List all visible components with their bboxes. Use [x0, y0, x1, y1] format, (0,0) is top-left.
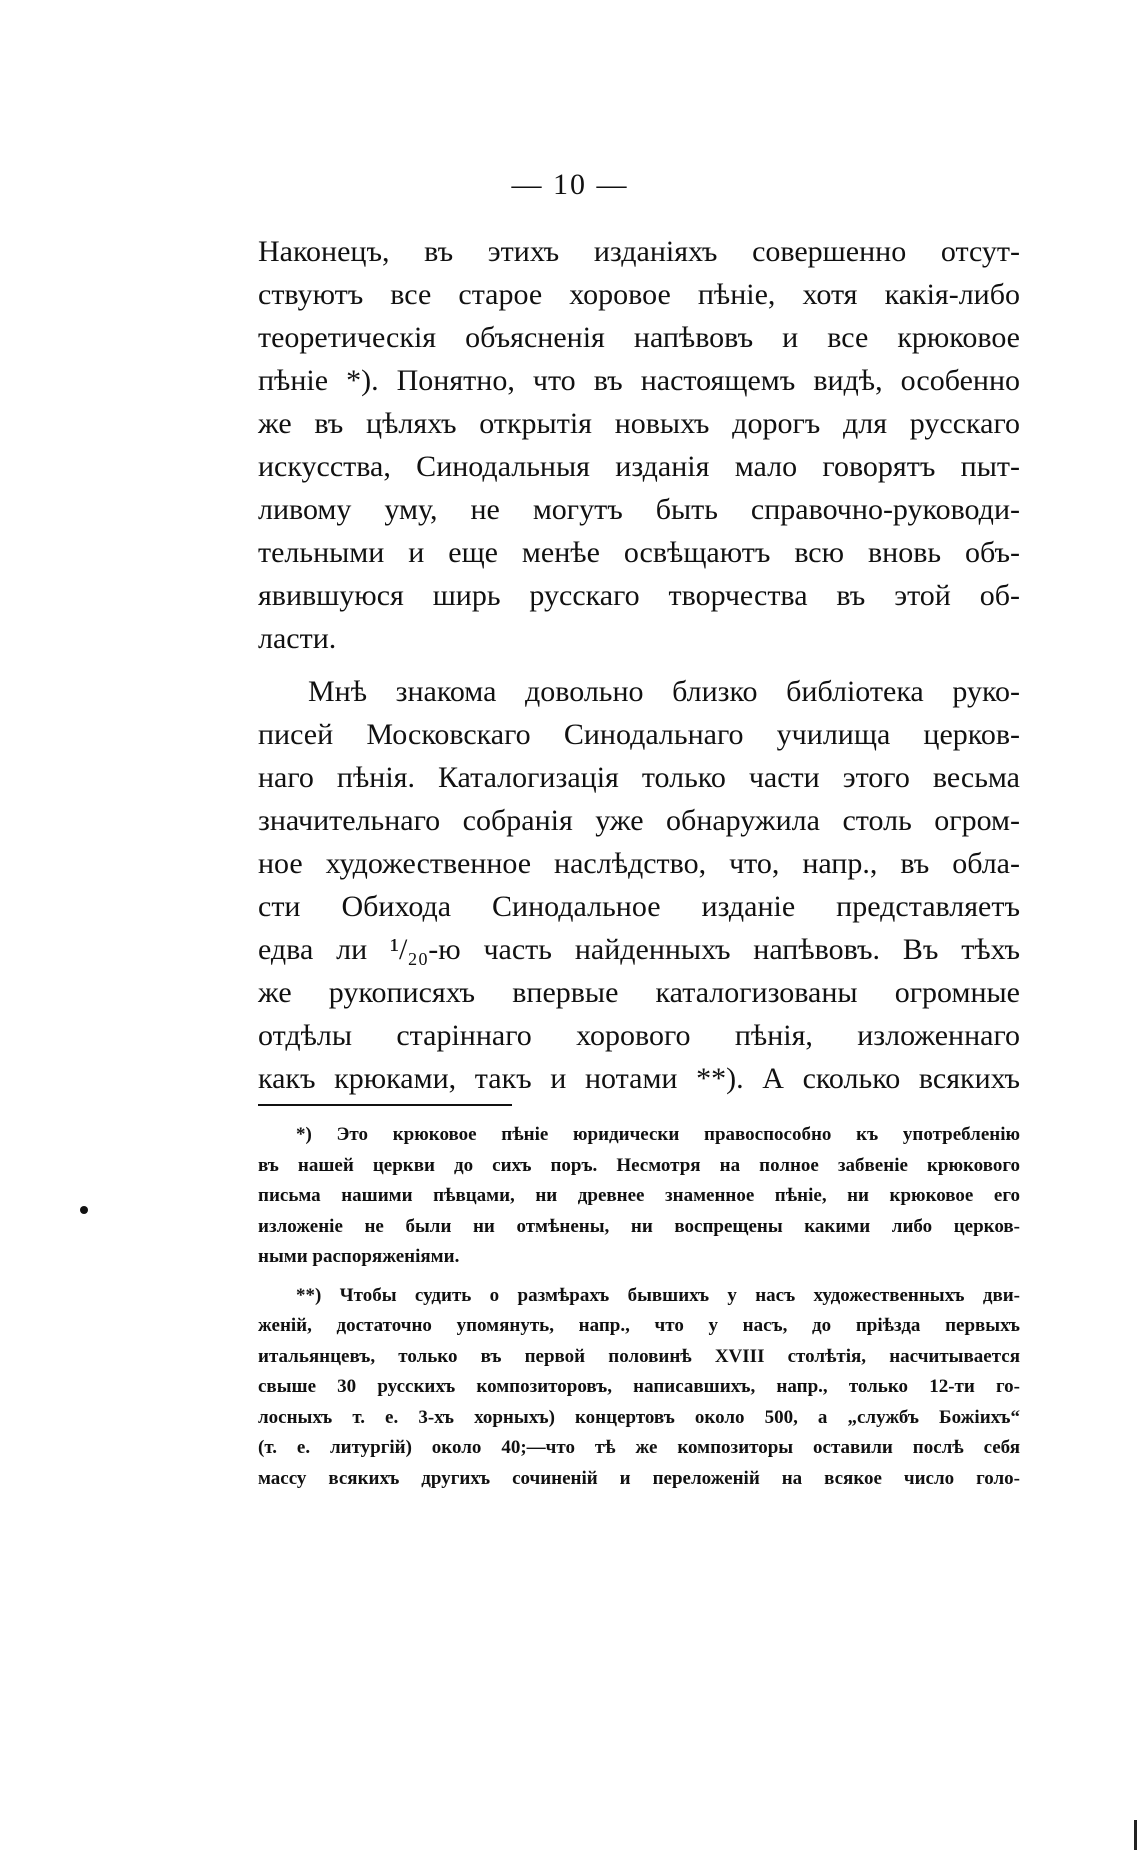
text-line: явившуюся ширь русскаго творчества въ этой об-	[258, 579, 1020, 612]
ink-spot	[80, 1206, 88, 1214]
footnote-line: ными распоряженіями.	[258, 1246, 460, 1267]
text-line: тельными и еще менѣе освѣщаютъ всю вновь объ-	[258, 536, 1020, 569]
text-line: пѣніе *). Понятно, что въ настоящемъ видѣ, особенно	[258, 364, 1020, 397]
footnote-line: письма нашими пѣвцами, ни древнее знаменное пѣніе, ни крюковое его	[258, 1185, 1020, 1206]
text-line: искусства, Синодальныя изданія мало говорятъ пыт-	[258, 450, 1020, 483]
footnote-line: свыше 30 русскихъ композиторовъ, написавшихъ, напр., только 12-ти го-	[258, 1376, 1020, 1397]
footnote-line: **) Чтобы судить о размѣрахъ бывшихъ у насъ художественныхъ дви-	[296, 1284, 1020, 1306]
footnote-line: итальянцевъ, только въ первой половинѣ XVIII столѣтія, насчитывается	[258, 1345, 1020, 1367]
footnote-line: женій, достаточно упомянуть, напр., что у насъ, до пріѣзда первыхъ	[258, 1315, 1020, 1336]
text-line: едва ли ¹/₂₀-ю часть найденныхъ напѣвовъ. Въ тѣхъ	[258, 933, 1020, 966]
footnote-line: изложеніе не были ни отмѣнены, ни воспрещены какими либо церков-	[258, 1215, 1020, 1237]
text-line: ливому уму, не могутъ быть справочно-руководи-	[258, 493, 1020, 526]
text-line: ствуютъ все старое хоровое пѣніе, хотя какія-либо	[258, 278, 1020, 311]
paragraph-gap	[258, 660, 1020, 670]
text-line: Мнѣ знакома довольно близко библіотека руко-	[308, 675, 1020, 708]
text-line: ласти.	[258, 622, 337, 655]
footnote-line: (т. е. литургій) около 40;—что тѣ же композиторы оставили послѣ себя	[258, 1437, 1020, 1458]
footnote-line: массу всякихъ другихъ сочиненій и переложеній на всякое число голо-	[258, 1467, 1020, 1489]
footnote-line: въ нашей церкви до сихъ поръ. Несмотря на полное забвеніе крюкового	[258, 1154, 1020, 1176]
footnote-gap	[258, 1273, 1020, 1281]
page-number: — 10 —	[511, 168, 629, 201]
text-line: значительнаго собранія уже обнаружила столь огром-	[258, 804, 1020, 837]
scan-edge-mark	[1134, 1820, 1137, 1850]
footnote-line: лосныхъ т. е. 3-хъ хорныхъ) концертовъ около 500, а „службъ Божіихъ“	[258, 1406, 1020, 1428]
text-line: же рукописяхъ впервые каталогизованы огромные	[258, 976, 1020, 1009]
text-line: писей Московскаго Синодальнаго училища церков-	[258, 718, 1020, 751]
main-text	[258, 230, 1020, 1100]
text-line: отдѣлы старiннаго хорового пѣнія, изложеннаго	[258, 1019, 1020, 1052]
text-line: сти Обихода Синодальное изданіе представляетъ	[258, 890, 1020, 923]
text-line: Наконецъ, въ этихъ изданіяхъ совершенно отсут-	[258, 235, 1020, 268]
text-line: наго пѣнія. Каталогизація только части этого весьма	[258, 761, 1020, 794]
footnote-divider	[258, 1104, 512, 1106]
footnote-line: *) Это крюковое пѣніе юридически правоспособно къ употребленію	[296, 1124, 1020, 1145]
text-line: теоретическія объясненія напѣвовъ и все крюковое	[258, 321, 1020, 354]
text-line: же въ цѣляхъ открытія новыхъ дорогъ для русскаго	[258, 407, 1020, 440]
text-line: ное художественное наслѣдство, что, напр., въ обла-	[258, 847, 1020, 880]
footnotes	[258, 1120, 1020, 1494]
text-line: какъ крюками, такъ и нотами **). А сколько всякихъ	[258, 1062, 1020, 1095]
